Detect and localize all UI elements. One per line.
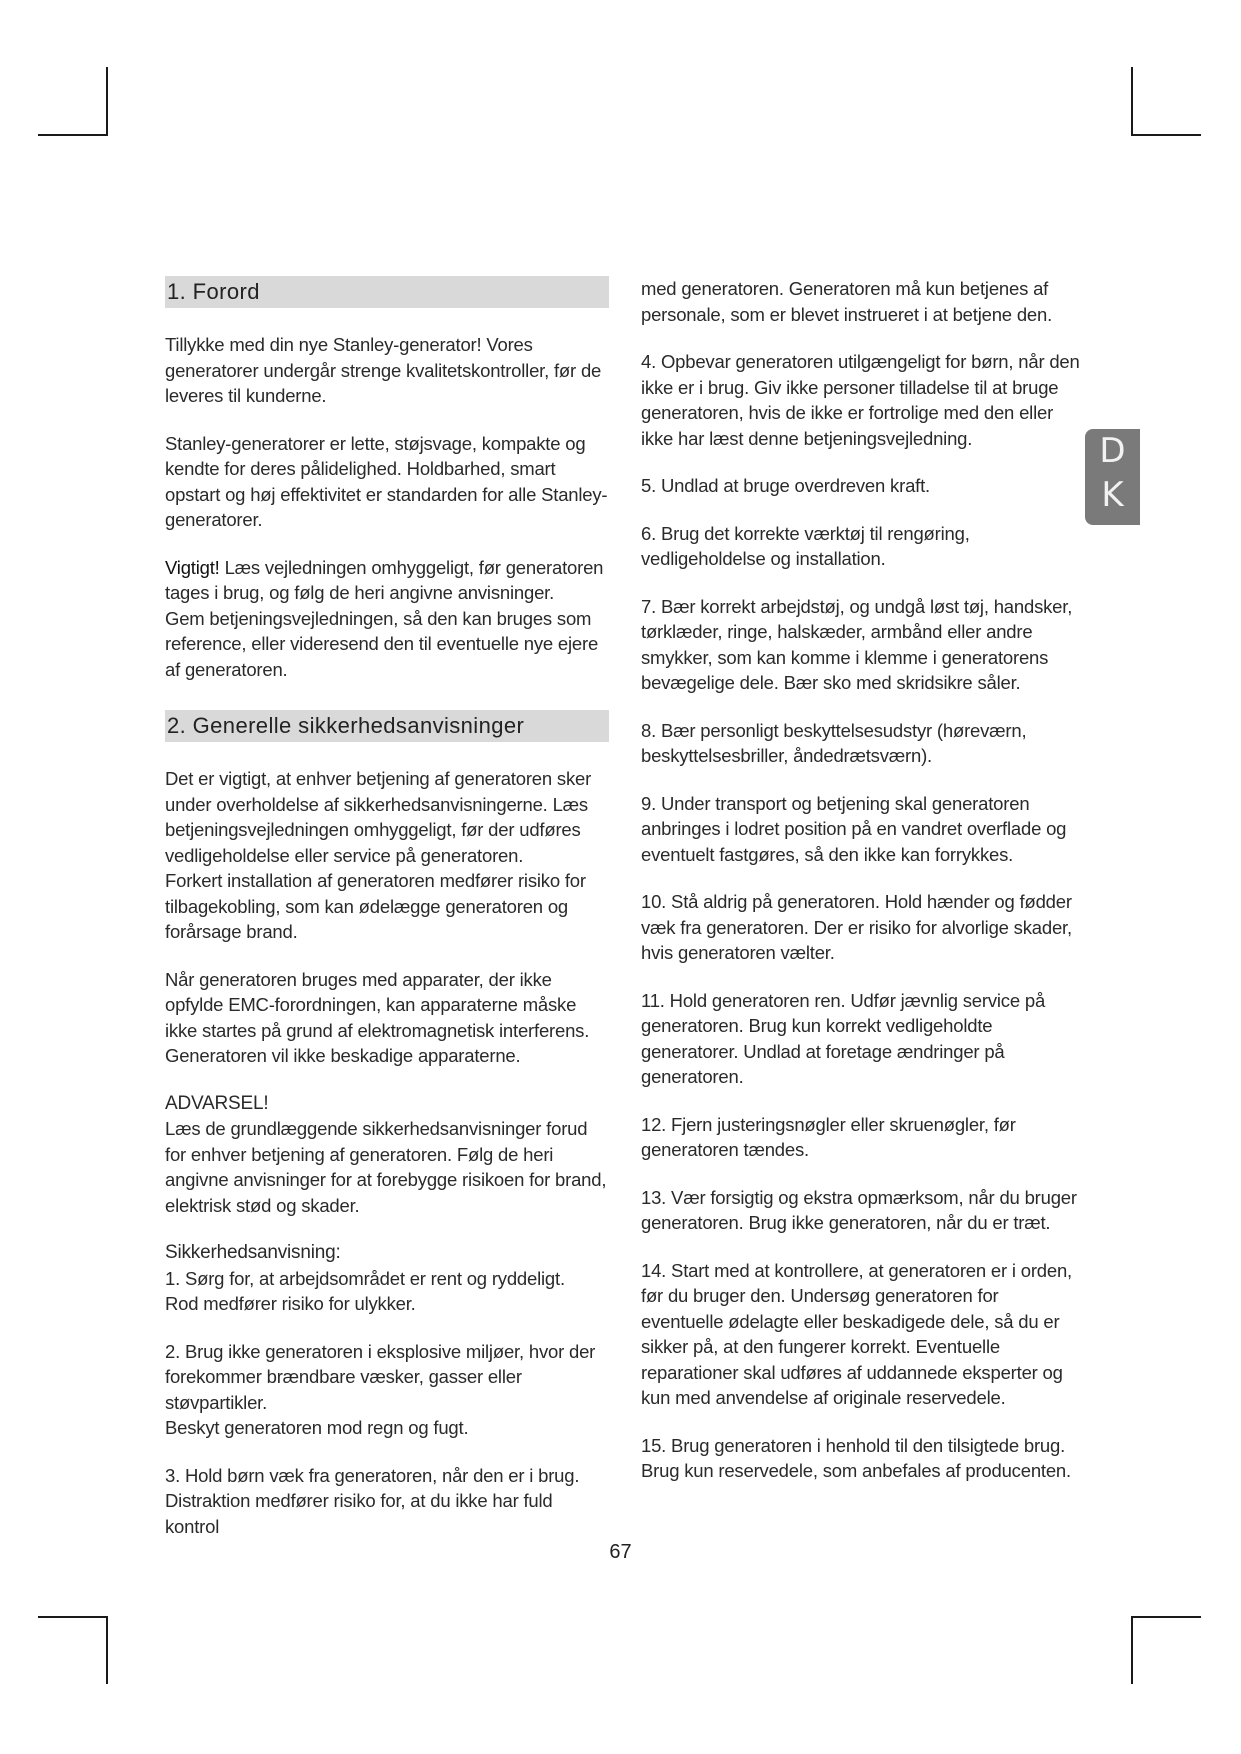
crop-mark-top-left-v — [106, 67, 108, 135]
safety-item-6: 6. Brug det korrekte værktøj til rengøring, vedligeholdelse og installation. — [641, 522, 970, 569]
warning-paragraph — [165, 1091, 609, 1219]
safety-list-start — [165, 1240, 609, 1317]
section-heading-forord: 1. Forord — [165, 276, 609, 308]
crop-mark-top-left-h — [38, 134, 108, 136]
section-heading-safety: 2. Generelle sikkerhedsanvisninger — [165, 710, 609, 742]
features-paragraph: Stanley-generatorer er lette, støjsvage, kompakte og kendte for deres pålidelighed. Holdbarhed, smart opstart og høj effektivitet er standarden for alle Stanley-generatorer. — [165, 432, 608, 530]
important-text: Læs vejledningen omhyggeligt, før generatoren tages i brug, og følg de heri angivne anvisninger. Gem betjeningsvejledningen, så den kan bruges som reference, eller videresend den til eventuelle nye ejere af generatoren. — [165, 556, 604, 680]
safety-item-7: 7. Bær korrekt arbejdstøj, og undgå løst tøj, handsker, tørklæder, ringe, halskæder, armbånd eller andre smykker, som kan komme i klemme i generatorens bevægelige dele. Bær sko med skridsikre såler. — [641, 595, 1073, 693]
safety-item-4: 4. Opbevar generatoren utilgængeligt for børn, når den ikke er i brug. Giv ikke personer tilladelse til at bruge generatoren, hvis de ikke er fortrolige med den eller ikke har læst denne betjeningsvejledning. — [641, 351, 1080, 449]
important-label: Vigtigt! — [165, 556, 220, 578]
safety-item-13: 13. Vær forsigtig og ekstra opmærksom, når du bruger generatoren. Brug ikke generatoren, når du er træt. — [641, 1186, 1077, 1233]
safety-item-9: 9. Under transport og betjening skal generatoren anbringes i lodret position på en vandret overflade og eventuelt fastgøres, så den ikke kan forrykkes. — [641, 792, 1067, 865]
warning-label: ADVARSEL! — [165, 1092, 269, 1114]
crop-mark-bottom-left-v — [106, 1616, 108, 1684]
language-tab-letter-k: K — [1101, 475, 1124, 515]
crop-mark-top-right-h — [1131, 134, 1201, 136]
safety-item-10: 10. Stå aldrig på generatoren. Hold hænder og fødder væk fra generatoren. Der er risiko for alvorlige skader, hvis generatoren vælter. — [641, 891, 1072, 963]
warning-text: Læs de grundlæggende sikkerhedsanvisninger forud for enhver betjening af generatoren. Følg de heri angivne anvisninger for at forebygge risikoen for brand, elektrisk stød og skader. — [165, 1118, 607, 1216]
right-column — [641, 276, 1083, 1506]
crop-mark-bottom-right-v — [1131, 1616, 1133, 1684]
safety-intro-paragraph: Det er vigtigt, at enhver betjening af generatoren sker under overholdelse af sikkerhedsanvisningerne. Læs betjeningsvejledningen omhyggeligt, før der udføres vedligeholdelse eller service på generatoren. Forkert installation af generatoren medfører risiko for tilbagekobling, som kan ødelægge generatoren og forårsage brand. — [165, 768, 592, 942]
safety-item-12: 12. Fjern justeringsnøgler eller skruenøgler, før generatoren tændes. — [641, 1113, 1016, 1160]
safety-item-3-continued: med generatoren. Generatoren må kun betjenes af personale, som er blevet instrueret i at betjene den. — [641, 278, 1053, 325]
safety-item-14: 14. Start med at kontrollere, at generatoren er i orden, før du bruger den. Undersøg generatoren for eventuelle ødelagte eller beskadigede dele, så du er sikker på, at den fungerer korrekt. Eventuelle reparationer skal udføres af uddannede eksperter og kun med anvendelse af originale reservedele. — [641, 1259, 1072, 1408]
page-number: 67 — [609, 1541, 632, 1563]
safety-label: Sikkerhedsanvisning: — [165, 1242, 341, 1263]
language-tab-dk — [1085, 429, 1140, 525]
safety-item-5: 5. Undlad at bruge overdreven kraft. — [641, 475, 930, 496]
emc-paragraph: Når generatoren bruges med apparater, der ikke opfylde EMC-forordningen, kan apparaterne måske ikke startes på grund af elektromagnetisk interferens. Generatoren vil ikke beskadige apparaterne. — [165, 968, 590, 1066]
intro-paragraph: Tillykke med din nye Stanley-generator! Vores generatorer undergår strenge kvalitetskontroller, før de leveres til kunderne. — [165, 334, 602, 406]
safety-item-3: 3. Hold børn væk fra generatoren, når den er i brug. Distraktion medfører risiko for, at du ikke har fuld kontrol — [165, 1464, 580, 1537]
crop-mark-bottom-right-h — [1131, 1616, 1201, 1618]
safety-item-2: 2. Brug ikke generatoren i eksplosive miljøer, hvor der forekommer brændbare væsker, gasser eller støvpartikler. Beskyt generatoren mod regn og fugt. — [165, 1340, 596, 1438]
safety-item-1: 1. Sørg for, at arbejdsområdet er rent og ryddeligt. Rod medfører risiko for ulykker. — [165, 1267, 565, 1314]
language-tab-letter-d: D — [1099, 431, 1126, 471]
crop-mark-bottom-left-h — [38, 1616, 108, 1618]
safety-item-8: 8. Bær personligt beskyttelsesudstyr (høreværn, beskyttelsesbriller, åndedrætsværn). — [641, 719, 1027, 766]
crop-mark-top-right-v — [1131, 67, 1133, 135]
safety-item-11: 11. Hold generatoren ren. Udfør jævnlig service på generatoren. Brug kun korrekt vedligeholdte generatorer. Undlad at foretage ændringer på generatoren. — [641, 989, 1046, 1087]
important-paragraph — [165, 555, 609, 683]
safety-item-15: 15. Brug generatoren i henhold til den tilsigtede brug. Brug kun reservedele, som anbefales af producenten. — [641, 1434, 1071, 1481]
left-column — [165, 276, 609, 1561]
